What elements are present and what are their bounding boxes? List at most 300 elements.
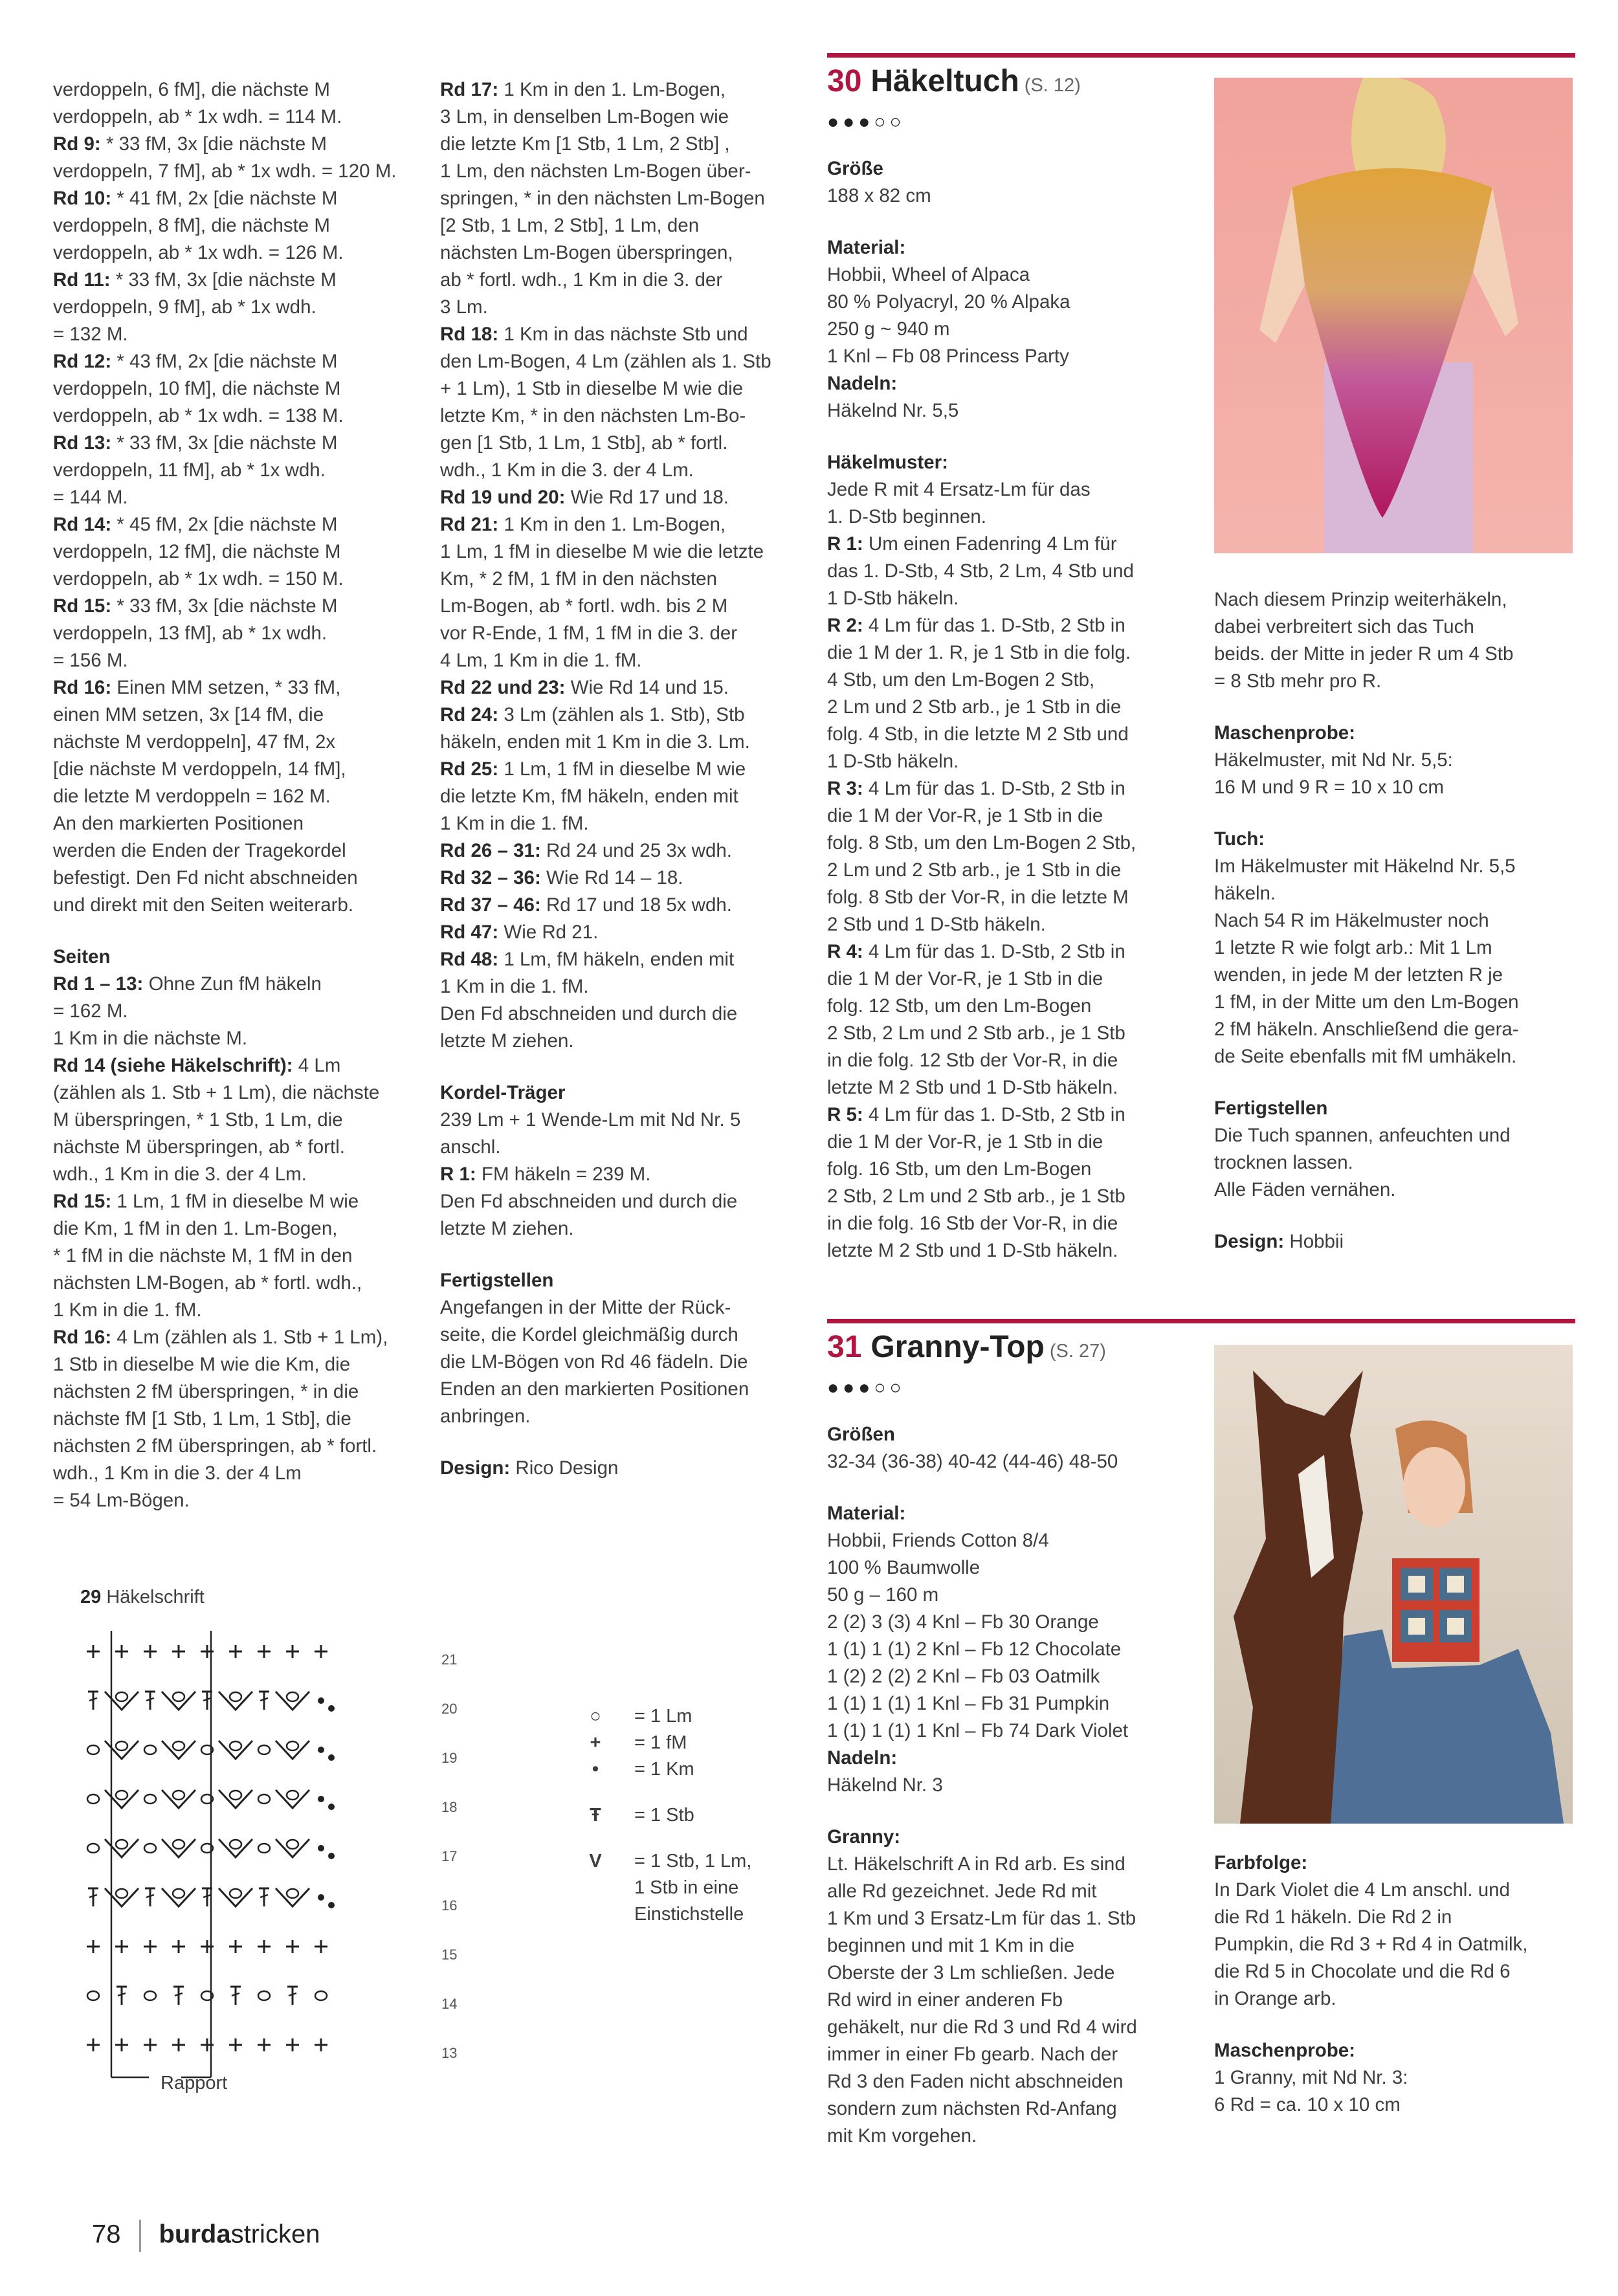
line-text: Lt. Häkelschrift A in Rd arb. Es sind <box>827 1853 1125 1875</box>
section-title-text: Granny-Top <box>870 1330 1045 1364</box>
subheading: Kordel-Träger <box>440 1082 566 1103</box>
chain-symbol <box>116 1741 127 1750</box>
line-text: * 33 fM, 3x [die nächste M <box>111 595 338 617</box>
text-line <box>1214 747 1577 774</box>
line-text: Rd 24 und 25 3x wdh. <box>540 840 732 861</box>
bold-prefix: R 5: <box>827 1104 863 1125</box>
spacer <box>1214 1204 1577 1228</box>
text-line <box>827 1932 1190 1959</box>
text-line <box>827 830 1190 857</box>
text-line <box>53 1025 416 1052</box>
line-text: 4 Lm, 1 Km in die 1. fM. <box>440 650 642 671</box>
text-line <box>1214 853 1577 880</box>
legend-symbol: + <box>590 1732 601 1753</box>
text-line <box>440 1294 803 1321</box>
text-line <box>1214 1016 1577 1043</box>
text-line <box>1214 641 1577 668</box>
text-line <box>827 1074 1190 1101</box>
subheading: Material: <box>827 237 906 258</box>
line-text: = 162 M. <box>53 1000 128 1022</box>
text-line <box>53 1134 416 1161</box>
granny-top-photo <box>1214 1345 1573 1824</box>
line-text: in die folg. 16 Stb der Vor-R, in die <box>827 1213 1118 1234</box>
line-text: letzte M 2 Stb und 1 D-Stb häkeln. <box>827 1077 1118 1098</box>
chain-symbol <box>258 1745 270 1754</box>
line-text: Lm-Bogen, ab * fortl. wdh. bis 2 M <box>440 595 728 617</box>
line-text: Häkelnd Nr. 3 <box>827 1774 943 1796</box>
bold-prefix: R 2: <box>827 615 863 636</box>
text-line <box>440 1134 803 1161</box>
line-text: 1 Km und 3 Ersatz-Lm für das 1. Stb <box>827 1908 1136 1929</box>
text-line <box>53 294 416 321</box>
text-line <box>440 647 803 674</box>
line-text: die 1 M der Vor-R, je 1 Stb in die <box>827 805 1103 826</box>
text-column-1 <box>53 76 416 1514</box>
text-line <box>827 2041 1190 2068</box>
text-line <box>53 158 416 185</box>
bold-prefix: Design: <box>1214 1231 1285 1252</box>
subheading: Maschenprobe: <box>1214 722 1356 744</box>
text-line <box>53 1406 416 1433</box>
legend-symbol: ○ <box>590 1706 601 1727</box>
line-text: 1 (2) 2 (2) 2 Knl – Fb 03 Oatmilk <box>827 1666 1100 1687</box>
line-text: 188 x 82 cm <box>827 185 931 206</box>
line-text: Rd 3 den Faden nicht abschneiden <box>827 2071 1124 2092</box>
line-text: letzte M ziehen. <box>440 1218 574 1239</box>
legend-item <box>557 1848 803 1875</box>
text-line <box>440 239 803 267</box>
legend-item <box>557 1756 803 1783</box>
line-text: folg. 4 Stb, in die letzte M 2 Stb und <box>827 723 1129 745</box>
text-line <box>440 511 803 538</box>
line-text: sondern zum nächsten Rd-Anfang <box>827 2098 1117 2119</box>
text-line <box>53 1242 416 1270</box>
line-text: verdoppeln, 11 fM], ab * 1x wdh. <box>53 459 326 481</box>
text-line <box>53 647 416 674</box>
text-line <box>827 531 1190 558</box>
bold-prefix: R 1: <box>827 533 863 555</box>
text-line <box>827 558 1190 585</box>
line-text: Den Fd abschneiden und durch die <box>440 1003 738 1024</box>
text-line <box>827 1237 1190 1264</box>
line-text: M überspringen, * 1 Stb, 1 Lm, die <box>53 1109 343 1131</box>
text-line <box>827 721 1190 748</box>
line-text: die 1 M der Vor-R, je 1 Stb in die <box>827 1131 1103 1153</box>
line-text: seite, die Kordel gleichmäßig durch <box>440 1324 738 1345</box>
line-text: 2 Stb und 1 D-Stb häkeln. <box>827 914 1046 935</box>
line-text: 1 D-Stb häkeln. <box>827 751 959 772</box>
subheading: Fertigstellen <box>440 1270 554 1291</box>
chain-symbol <box>87 1745 99 1754</box>
bold-prefix: Rd 1 – 13: <box>53 973 144 995</box>
chain-symbol <box>287 1791 298 1800</box>
text-line <box>440 1321 803 1349</box>
line-text: beginnen und mit 1 Km in die <box>827 1935 1075 1956</box>
text-line <box>53 1188 416 1215</box>
line-text: nächste fM [1 Stb, 1 Lm, 1 Stb], die <box>53 1408 351 1429</box>
line-text: Ohne Zun fM häkeln <box>143 973 322 995</box>
text-line <box>53 783 416 810</box>
bold-prefix: Rd 13: <box>53 432 112 454</box>
slip-stitch-symbol <box>318 1796 324 1802</box>
text-line <box>827 1101 1190 1129</box>
row-number: 21 <box>441 1651 458 1668</box>
line-text: * 1 fM in die nächste M, 1 fM in den <box>53 1245 353 1266</box>
bold-prefix: Rd 47: <box>440 922 499 943</box>
line-text: verdoppeln, ab * 1x wdh. = 150 M. <box>53 568 344 590</box>
line-text: verdoppeln, 8 fM], die nächste M <box>53 215 330 236</box>
text-line <box>827 1636 1190 1663</box>
line-text: den Lm-Bogen, 4 Lm (zählen als 1. Stb <box>440 351 771 372</box>
text-line <box>1214 1176 1577 1204</box>
line-text: 1 Lm, fM häkeln, enden mit <box>498 949 735 970</box>
line-text: die Rd 1 häkeln. Die Rd 2 in <box>1214 1906 1452 1928</box>
subheading: Nadeln: <box>827 373 898 394</box>
line-text: * 45 fM, 2x [die nächste M <box>111 514 338 535</box>
legend-item <box>557 1802 803 1829</box>
line-text: in die folg. 12 Stb der Vor-R, in die <box>827 1050 1118 1071</box>
bold-prefix: Rd 26 – 31: <box>440 840 541 861</box>
spacer <box>53 919 416 944</box>
spacer <box>1214 801 1577 826</box>
line-text: werden die Enden der Tragekordel <box>53 840 346 861</box>
line-text: 2 Stb, 2 Lm und 2 Stb arb., je 1 Stb <box>827 1186 1125 1207</box>
line-text: * 33 fM, 3x [die nächste M <box>100 133 327 155</box>
chart-title: Häkelschrift <box>106 1587 205 1607</box>
line-text: verdoppeln, 10 fM], die nächste M <box>53 378 341 399</box>
row-number: 20 <box>441 1701 458 1717</box>
line-text: = 8 Stb mehr pro R. <box>1214 670 1382 692</box>
line-text: dabei verbreitert sich das Tuch <box>1214 616 1474 637</box>
text-line <box>440 348 803 375</box>
legend-item <box>557 1875 803 1901</box>
text-line <box>53 1487 416 1514</box>
line-text: 4 Lm für das 1. D-Stb, 2 Stb in <box>863 941 1125 962</box>
text-line <box>1214 586 1577 613</box>
bold-prefix: Rd 17: <box>440 79 499 100</box>
text-line <box>827 884 1190 911</box>
bold-prefix: Rd 11: <box>53 269 111 291</box>
bold-prefix: Rd 25: <box>440 758 499 780</box>
line-text: 1 Km in die nächste M. <box>53 1028 248 1049</box>
text-line <box>1214 1985 1577 2013</box>
text-line <box>53 810 416 837</box>
bold-prefix: Rd 21: <box>440 514 499 535</box>
line-text: die LM-Bögen von Rd 46 fädeln. Die <box>440 1351 748 1373</box>
line-text: die Rd 5 in Chocolate und die Rd 6 <box>1214 1961 1511 1982</box>
row-number: 16 <box>441 1897 458 1914</box>
line-text: die 1 M der Vor-R, je 1 Stb in die <box>827 968 1103 989</box>
line-text: 1 D-Stb häkeln. <box>827 588 959 609</box>
bold-prefix: Rd 16: <box>53 677 112 698</box>
subheading: Granny: <box>827 1826 901 1848</box>
text-line <box>1214 613 1577 641</box>
line-text: einen MM setzen, 3x [14 fM, die <box>53 704 324 725</box>
bold-prefix: Rd 48: <box>440 949 499 970</box>
line-text: 1 Km in den 1. Lm-Bogen, <box>498 514 726 535</box>
legend-symbol: Ŧ <box>590 1805 601 1826</box>
spacer <box>827 425 1190 449</box>
slip-stitch-symbol <box>328 1853 335 1859</box>
legend-symbol <box>557 1875 634 1901</box>
text-line <box>827 694 1190 721</box>
line-text: immer in einer Fb gearb. Nach der <box>827 2044 1118 2065</box>
text-line <box>53 1215 416 1242</box>
text-line <box>440 1403 803 1430</box>
text-line <box>827 1905 1190 1932</box>
line-text: ab * fortl. wdh., 1 Km in die 3. der <box>440 269 723 291</box>
text-line <box>440 1028 803 1055</box>
text-line <box>827 1772 1190 1799</box>
bold-prefix: R 3: <box>827 778 863 799</box>
line-text: Nach diesem Prinzip weiterhäkeln, <box>1214 589 1507 610</box>
legend-text: 1 Stb in eine <box>634 1877 739 1898</box>
legend-item <box>557 1730 803 1756</box>
text-line <box>1214 962 1577 989</box>
text-line <box>53 701 416 729</box>
chain-symbol <box>287 1692 298 1701</box>
subheading: Maschenprobe: <box>1214 2040 1356 2061</box>
text-line <box>440 375 803 403</box>
bold-prefix: Rd 14: <box>53 514 112 535</box>
line-text: verdoppeln, 7 fM], ab * 1x wdh. = 120 M. <box>53 160 397 182</box>
line-text: gen [1 Stb, 1 Lm, 1 Stb], ab * fortl. <box>440 432 728 454</box>
chain-symbol <box>315 1991 327 2000</box>
text-line <box>53 321 416 348</box>
section-title-text: Häkeltuch <box>870 64 1019 98</box>
chain-symbol <box>144 1844 156 1853</box>
line-text: Wie Rd 17 und 18. <box>565 487 729 508</box>
line-text: 4 Lm für das 1. D-Stb, 2 Stb in <box>863 1104 1125 1125</box>
subheading: Fertigstellen <box>1214 1098 1328 1119</box>
line-text: verdoppeln, 6 fM], die nächste M <box>53 79 330 100</box>
line-text: Enden an den markierten Positionen <box>440 1378 749 1400</box>
text-line <box>53 403 416 430</box>
section-number: 30 <box>827 64 862 98</box>
text-line <box>53 375 416 403</box>
legend-symbol: V <box>589 1851 602 1871</box>
line-text: in Orange arb. <box>1214 1988 1336 2009</box>
text-line <box>827 802 1190 830</box>
line-text: und direkt mit den Seiten weiterarb. <box>53 894 354 916</box>
text-line <box>827 1663 1190 1690</box>
text-line <box>827 966 1190 993</box>
text-line <box>827 1047 1190 1074</box>
line-text: letzte M 2 Stb und 1 D-Stb häkeln. <box>827 1240 1118 1261</box>
text-line <box>53 267 416 294</box>
chain-symbol <box>258 1991 270 2000</box>
text-line <box>1214 1149 1577 1176</box>
line-text: Um einen Fadenring 4 Lm für <box>863 533 1117 555</box>
text-line <box>53 566 416 593</box>
text-line <box>53 1460 416 1487</box>
text-line <box>440 1349 803 1376</box>
bold-prefix: Rd 19 und 20: <box>440 487 566 508</box>
text-line <box>827 1851 1190 1878</box>
text-line <box>1214 934 1577 962</box>
text-line <box>53 457 416 484</box>
line-text: 3 Lm, in denselben Lm-Bogen wie <box>440 106 729 127</box>
line-text: beids. der Mitte in jeder R um 4 Stb <box>1214 643 1514 665</box>
text-line <box>53 620 416 647</box>
text-line <box>827 1690 1190 1717</box>
text-line <box>827 2068 1190 2095</box>
text-column-3b <box>827 1421 1190 2150</box>
row-number: 19 <box>441 1750 458 1766</box>
text-line <box>53 1351 416 1378</box>
line-text: springen, * in den nächsten Lm-Bogen <box>440 188 765 209</box>
subheading: Größen <box>827 1424 895 1445</box>
line-text: wdh., 1 Km in die 3. der 4 Lm. <box>53 1164 307 1185</box>
line-text: 250 g ~ 940 m <box>827 318 950 340</box>
text-line <box>440 620 803 647</box>
chain-symbol <box>87 1991 99 2000</box>
text-line <box>440 919 803 946</box>
text-line <box>53 430 416 457</box>
text-line <box>440 538 803 566</box>
slip-stitch-symbol <box>318 1845 324 1851</box>
text-line <box>53 729 416 756</box>
line-text: = 54 Lm-Bögen. <box>53 1490 190 1511</box>
text-line <box>53 131 416 158</box>
text-line <box>1214 880 1577 907</box>
line-text: Häkelmuster, mit Nd Nr. 5,5: <box>1214 749 1453 771</box>
subheading: Häkelmuster: <box>827 452 948 473</box>
text-line <box>827 2123 1190 2150</box>
text-line <box>440 403 803 430</box>
chain-symbol <box>87 1794 99 1804</box>
slip-stitch-symbol <box>318 1894 324 1901</box>
line-text: Häkelnd Nr. 5,5 <box>827 400 959 421</box>
spacer <box>440 1055 803 1079</box>
text-line <box>440 865 803 892</box>
text-line <box>53 1270 416 1297</box>
line-text: 4 Lm (zählen als 1. Stb + 1 Lm), <box>111 1327 388 1348</box>
line-text: die letzte Km, fM häkeln, enden mit <box>440 786 738 807</box>
text-line <box>827 1183 1190 1210</box>
text-line <box>827 1582 1190 1609</box>
text-line <box>440 1376 803 1403</box>
line-text: * 41 fM, 2x [die nächste M <box>111 188 338 209</box>
bold-prefix: R 1: <box>440 1164 476 1185</box>
text-line <box>53 892 416 919</box>
line-text: * 43 fM, 2x [die nächste M <box>111 351 338 372</box>
line-text: 1 fM, in der Mitte um den Lm-Bogen <box>1214 991 1519 1013</box>
line-text: 1 (1) 1 (1) 1 Knl – Fb 31 Pumpkin <box>827 1693 1110 1714</box>
chart-number: 29 <box>80 1587 102 1607</box>
line-text: Einen MM setzen, * 33 fM, <box>111 677 341 698</box>
chain-symbol <box>287 1889 298 1898</box>
text-line <box>827 1959 1190 1987</box>
spacer <box>440 1430 803 1455</box>
line-text: 50 g – 160 m <box>827 1584 939 1606</box>
line-text: folg. 8 Stb der Vor-R, in die letzte M <box>827 887 1129 908</box>
chain-symbol <box>144 1794 156 1804</box>
line-text: 2 Lm und 2 Stb arb., je 1 Stb in die <box>827 859 1122 881</box>
line-text: verdoppeln, 12 fM], die nächste M <box>53 541 341 562</box>
chain-symbol <box>116 1791 127 1800</box>
legend-text: = 1 Stb, 1 Lm, <box>634 1851 752 1871</box>
bold-prefix: Rd 10: <box>53 188 112 209</box>
crochet-chart <box>84 1631 388 2097</box>
text-line <box>53 1378 416 1406</box>
text-line <box>827 667 1190 694</box>
slip-stitch-symbol <box>328 1705 335 1712</box>
line-text: In Dark Violet die 4 Lm anschl. und <box>1214 1879 1510 1901</box>
text-line <box>53 1324 416 1351</box>
slip-stitch-symbol <box>318 1747 324 1753</box>
text-line <box>827 1554 1190 1582</box>
section-number: 31 <box>827 1330 862 1364</box>
line-text: Wie Rd 14 und 15. <box>565 677 729 698</box>
text-line <box>440 158 803 185</box>
chain-symbol <box>87 1844 99 1853</box>
line-text: anbringen. <box>440 1406 531 1427</box>
text-line <box>53 865 416 892</box>
text-line <box>827 1156 1190 1183</box>
text-line <box>440 457 803 484</box>
footer-divider <box>139 2220 141 2252</box>
text-line <box>1214 2064 1577 2092</box>
legend-text: = 1 Lm <box>634 1706 693 1727</box>
text-line <box>827 911 1190 938</box>
line-text: 1 Km in die 1. fM. <box>440 813 589 834</box>
text-line <box>440 1455 803 1482</box>
text-line <box>53 1052 416 1079</box>
text-line <box>1214 907 1577 934</box>
page-footer <box>92 2220 320 2252</box>
text-line <box>827 182 1190 210</box>
shawl-photo <box>1214 78 1573 553</box>
text-line <box>827 1210 1190 1237</box>
slip-stitch-symbol <box>328 1804 335 1810</box>
line-text: folg. 12 Stb, um den Lm-Bogen <box>827 995 1092 1017</box>
chain-symbol <box>144 1745 156 1754</box>
line-text: nächsten 2 fM überspringen, ab * fortl. <box>53 1435 377 1457</box>
text-line <box>1214 1931 1577 1958</box>
text-line <box>53 593 416 620</box>
line-text: die 1 M der 1. R, je 1 Stb in die folg. <box>827 642 1131 663</box>
line-text: Rd wird in einer anderen Fb <box>827 1989 1063 2011</box>
line-text: anschl. <box>440 1136 501 1158</box>
line-text: 239 Lm + 1 Wende-Lm mit Nd Nr. 5 <box>440 1109 741 1131</box>
line-text: 16 M und 9 R = 10 x 10 cm <box>1214 777 1445 798</box>
text-line <box>53 484 416 511</box>
difficulty-rating: ●●●○○ <box>827 111 905 133</box>
text-column-4a <box>1214 586 1577 1255</box>
text-line <box>827 1609 1190 1636</box>
text-line <box>440 973 803 1000</box>
text-line <box>1214 1877 1577 1904</box>
text-line <box>440 1215 803 1242</box>
row-number: 15 <box>441 1947 458 1963</box>
line-text: 1 Km in die 1. fM. <box>440 976 589 997</box>
line-text: 4 Stb, um den Lm-Bogen 2 Stb, <box>827 669 1095 690</box>
text-line <box>440 674 803 701</box>
subheading: Größe <box>827 158 883 179</box>
line-text: 100 % Baumwolle <box>827 1557 981 1578</box>
line-text: Rico Design <box>510 1457 619 1479</box>
page-reference: (S. 12) <box>1024 75 1081 96</box>
text-line <box>440 1188 803 1215</box>
line-text: Angefangen in der Mitte der Rück- <box>440 1297 731 1318</box>
brand-bold: burda <box>159 2220 231 2249</box>
line-text: letzte M ziehen. <box>440 1030 574 1052</box>
line-text: 1 Lm, 1 fM in dieselbe M wie die letzte <box>440 541 764 562</box>
section-31-rule <box>827 1319 1575 1323</box>
legend-item <box>557 1703 803 1730</box>
line-text: verdoppeln, ab * 1x wdh. = 114 M. <box>53 106 342 127</box>
